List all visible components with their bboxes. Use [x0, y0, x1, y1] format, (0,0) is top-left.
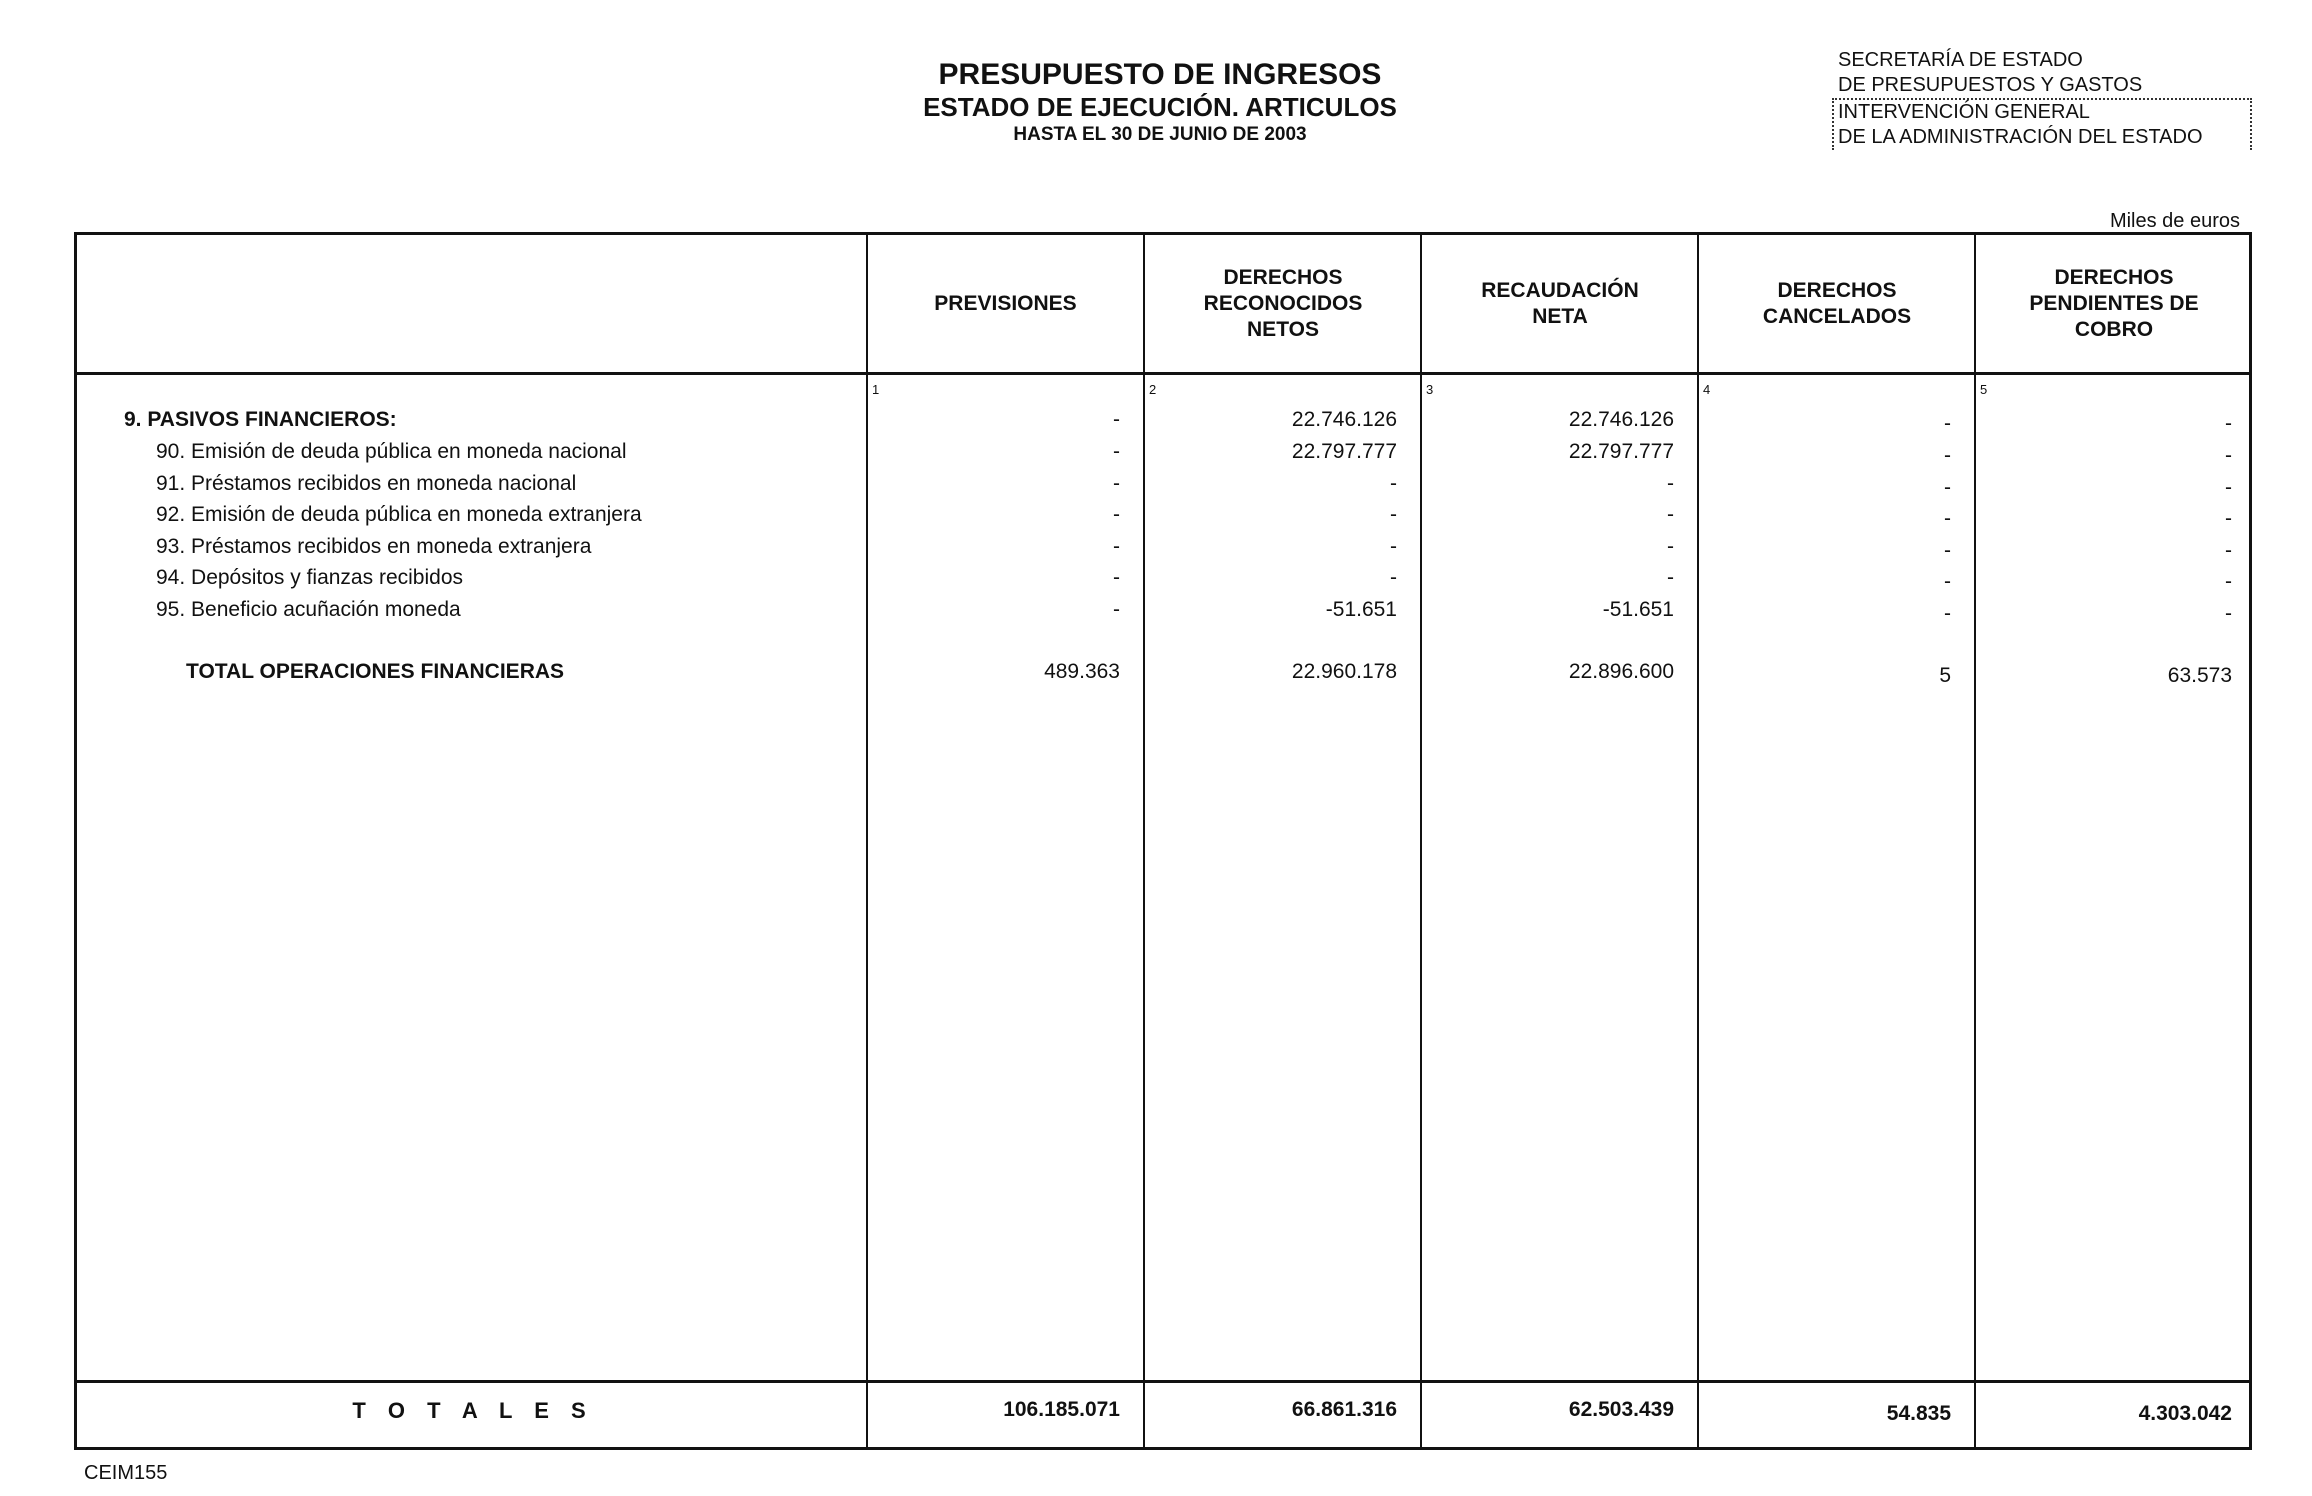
cell-value: - [1113, 472, 1120, 495]
row-label: 91. Préstamos recibidos en moneda nacional [156, 472, 577, 495]
cell-value: - [2225, 539, 2232, 562]
cell-value: - [1113, 598, 1120, 621]
row-label: 90. Emisión de deuda pública en moneda nacional [156, 440, 627, 463]
row-label: 93. Préstamos recibidos en moneda extranjera [156, 535, 592, 558]
cell-value: 22.797.777 [1568, 440, 1674, 463]
report-title: PRESUPUESTO DE INGRESOS [938, 58, 1382, 91]
column-number: 4 [1703, 382, 1711, 397]
row-label: 92. Emisión de deuda pública en moneda extranjera [156, 503, 642, 526]
cell-value: 5 [1939, 664, 1951, 687]
cell-value: - [1667, 535, 1674, 558]
cell-value: - [1944, 444, 1951, 467]
cell-value: - [1390, 503, 1397, 526]
cell-value: - [2225, 507, 2232, 530]
row-label: 95. Beneficio acuñación moneda [156, 598, 461, 621]
cell-value: - [1667, 503, 1674, 526]
agency-block [1838, 48, 2258, 150]
totals-divider [74, 1380, 2252, 1383]
column-header-recaudacion: RECAUDACIÓN NETA [1481, 279, 1639, 328]
agency-line-4: DE LA ADMINISTRACIÓN DEL ESTADO [1838, 126, 2203, 148]
agency-line-2: DE PRESUPUESTOS Y GASTOS [1838, 74, 2143, 96]
cell-value: - [2225, 444, 2232, 467]
cell-value: - [1113, 440, 1120, 463]
cell-value: - [1944, 412, 1951, 435]
cell-value: - [1113, 408, 1120, 431]
column-number: 1 [872, 382, 880, 397]
total-value: 4.303.042 [2138, 1402, 2232, 1425]
cell-value: - [1113, 566, 1120, 589]
cell-value: - [1944, 570, 1951, 593]
cell-value: -51.651 [1602, 598, 1674, 621]
cell-value: 489.363 [1044, 660, 1120, 683]
total-value: 106.185.071 [1003, 1398, 1120, 1421]
row-label: 94. Depósitos y fianzas recibidos [156, 566, 463, 589]
column-number: 2 [1149, 382, 1157, 397]
cell-value: - [1944, 507, 1951, 530]
cell-value: 22.746.126 [1568, 408, 1674, 431]
cell-value: - [2225, 412, 2232, 435]
cell-value: 22.960.178 [1291, 660, 1397, 683]
header-divider [74, 372, 2252, 375]
cell-value: - [1390, 472, 1397, 495]
column-header-pendientes: DERECHOS PENDIENTES DE COBRO [2029, 266, 2199, 341]
cell-value: 22.896.600 [1568, 660, 1674, 683]
agency-line-3: INTERVENCIÓN GENERAL [1838, 101, 2090, 123]
total-operaciones-label: TOTAL OPERACIONES FINANCIERAS [186, 660, 565, 683]
cell-value: -51.651 [1325, 598, 1397, 621]
cell-value: 63.573 [2167, 664, 2232, 687]
report-title-block [860, 58, 1460, 148]
cell-value: - [2225, 476, 2232, 499]
column-number: 3 [1426, 382, 1434, 397]
cell-value: - [2225, 602, 2232, 625]
total-value: 62.503.439 [1568, 1398, 1674, 1421]
total-value: 66.861.316 [1291, 1398, 1397, 1421]
column-header-derechos-reconocidos: DERECHOS RECONOCIDOS NETOS [1203, 266, 1363, 341]
column-header-previsiones: PREVISIONES [934, 292, 1077, 315]
cell-value: - [1944, 476, 1951, 499]
report-subtitle: ESTADO DE EJECUCIÓN. ARTICULOS [923, 92, 1397, 122]
totales-label: T O T A L E S [352, 1398, 594, 1423]
total-value: 54.835 [1886, 1402, 1951, 1425]
cell-value: - [1667, 472, 1674, 495]
cell-value: - [1390, 535, 1397, 558]
units-label: Miles de euros [2109, 210, 2240, 232]
report-date: HASTA EL 30 DE JUNIO DE 2003 [1013, 124, 1307, 145]
row-label: 9. PASIVOS FINANCIEROS: [124, 408, 397, 431]
cell-value: - [1113, 535, 1120, 558]
cell-value: 22.797.777 [1291, 440, 1397, 463]
cell-value: - [2225, 570, 2232, 593]
cell-value: 22.746.126 [1291, 408, 1397, 431]
agency-line-1: SECRETARÍA DE ESTADO [1838, 49, 2083, 71]
cell-value: - [1944, 602, 1951, 625]
cell-value: - [1113, 503, 1120, 526]
column-header-cancelados: DERECHOS CANCELADOS [1762, 279, 1912, 328]
column-number: 5 [1980, 382, 1988, 397]
agency-box [1832, 98, 2252, 150]
document-code: CEIM155 [84, 1462, 168, 1484]
cell-value: - [1390, 566, 1397, 589]
cell-value: - [1944, 539, 1951, 562]
cell-value: - [1667, 566, 1674, 589]
